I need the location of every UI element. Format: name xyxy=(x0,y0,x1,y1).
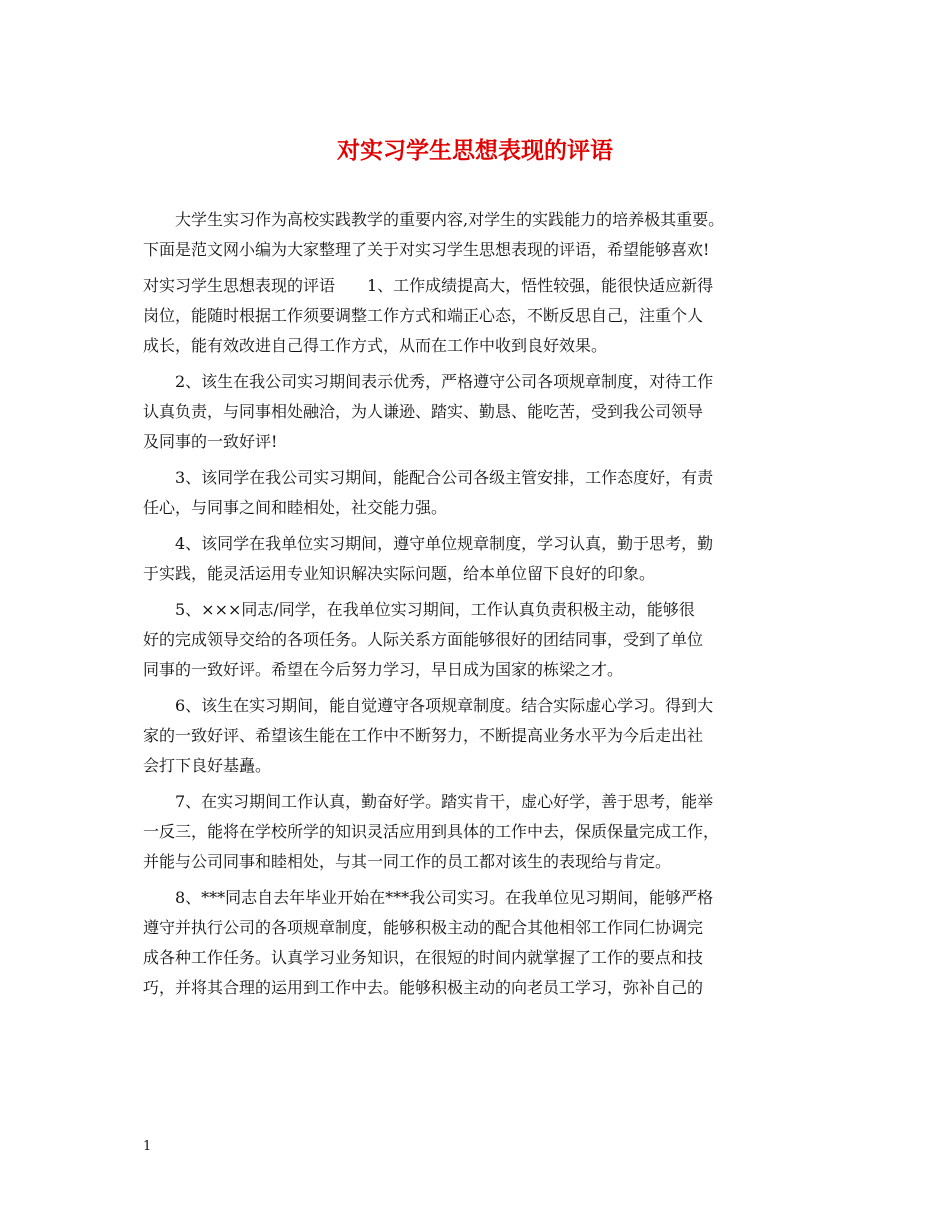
paragraph xyxy=(143,205,815,265)
paragraph xyxy=(143,271,815,361)
text-line: 岗位，能随时根据工作须要调整工作方式和端正心态，不断反思自己，注重个人 xyxy=(143,306,704,325)
text-line: 遵守并执行公司的各项规章制度，能够积极主动的配合其他相邻工作同仁协调完 xyxy=(143,918,704,937)
text-line: 巧，并将其合理的运用到工作中去。能够积极主动的向老员工学习，弥补自己的 xyxy=(143,978,704,997)
text-line: 成各种工作任务。认真学习业务知识，在很短的时间内就掌握了工作的要点和技 xyxy=(143,948,704,967)
text-line: 7、在实习期间工作认真，勤奋好学。踏实肯干，虚心好学，善于思考，能举 xyxy=(175,792,714,811)
paragraph xyxy=(143,463,815,523)
text-line: 对实习学生思想表现的评语 1、工作成绩提高大，悟性较强，能很快适应新得 xyxy=(143,276,714,295)
text-line: 4、该同学在我单位实习期间，遵守单位规章制度，学习认真，勤于思考，勤 xyxy=(175,534,714,553)
text-line: 下面是范文网小编为大家整理了关于对实习学生思想表现的评语，希望能够喜欢! xyxy=(143,240,710,259)
text-line: 6、该生在实习期间，能自觉遵守各项规章制度。结合实际虚心学习。得到大 xyxy=(175,696,714,715)
text-line: 同事的一致好评。希望在今后努力学习，早日成为国家的栋梁之才。 xyxy=(143,660,624,679)
text-line: 及同事的一致好评! xyxy=(143,432,278,451)
document-body xyxy=(143,205,815,1009)
paragraph xyxy=(143,883,815,1003)
page-number: 1 xyxy=(143,1139,152,1154)
text-line: 一反三，能将在学校所学的知识灵活应用到具体的工作中去，保质保量完成工作， xyxy=(143,822,720,841)
paragraph xyxy=(143,367,815,457)
text-line: 并能与公司同事和睦相处，与其一同工作的员工都对该生的表现给与肯定。 xyxy=(143,852,672,871)
text-line: 大学生实习作为高校实践教学的重要内容,对学生的实践能力的培养极其重要。 xyxy=(175,210,725,229)
text-line: 8、***同志自去年毕业开始在***我公司实习。在我单位见习期间，能够严格 xyxy=(175,888,714,907)
text-line: 2、该生在我公司实习期间表示优秀，严格遵守公司各项规章制度，对待工作 xyxy=(175,372,714,391)
text-line: 于实践，能灵活运用专业知识解决实际问题，给本单位留下良好的印象。 xyxy=(143,564,656,583)
text-line: 任心，与同事之间和睦相处，社交能力强。 xyxy=(143,498,448,517)
paragraph xyxy=(143,691,815,781)
text-line: 成长，能有效改进自己得工作方式，从而在工作中收到良好效果。 xyxy=(143,336,608,355)
text-line: 好的完成领导交给的各项任务。人际关系方面能够很好的团结同事，受到了单位 xyxy=(143,630,704,649)
paragraph xyxy=(143,529,815,589)
text-line: 5、×××同志/同学，在我单位实习期间，工作认真负责积极主动，能够很 xyxy=(175,600,695,619)
text-line: 3、该同学在我公司实习期间，能配合公司各级主管安排，工作态度好，有责 xyxy=(175,468,714,487)
paragraph xyxy=(143,595,815,685)
document-title: 对实习学生思想表现的评语 xyxy=(337,137,613,164)
paragraph xyxy=(143,787,815,877)
text-line: 会打下良好基矗。 xyxy=(143,756,272,775)
text-line: 认真负责，与同事相处融洽，为人谦逊、踏实、勤恳、能吃苦，受到我公司领导 xyxy=(143,402,704,421)
text-line: 家的一致好评、希望该生能在工作中不断努力，不断提高业务水平为今后走出社 xyxy=(143,726,704,745)
